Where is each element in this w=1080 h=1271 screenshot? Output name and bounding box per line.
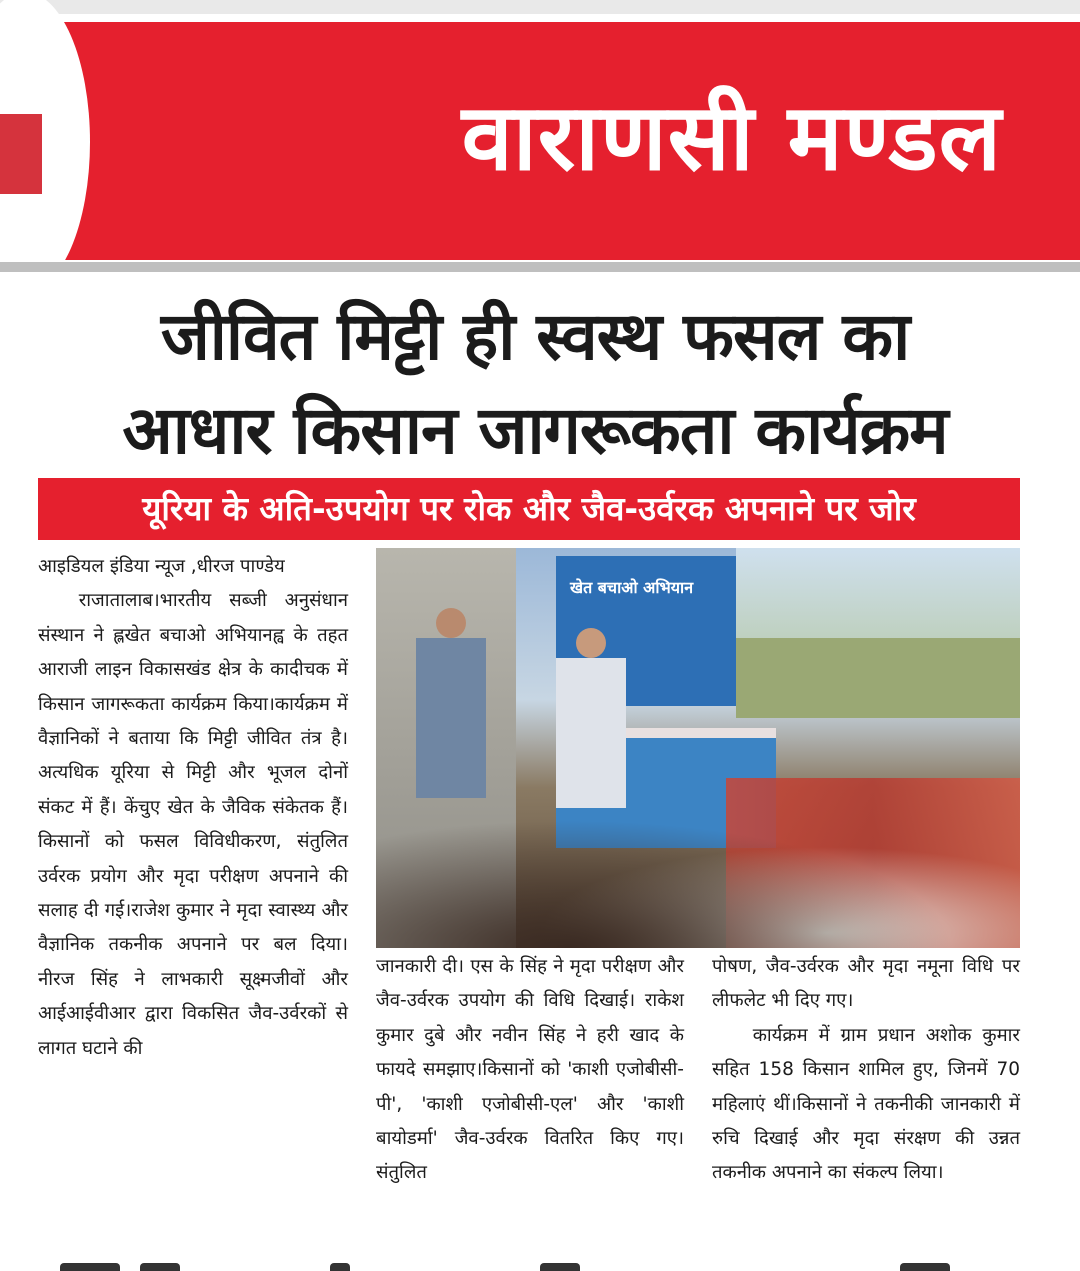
section-title: वाराणसी मण्डल (461, 84, 1002, 191)
article-column-1 (38, 550, 348, 1066)
subheadline: यूरिया के अति-उपयोग पर रोक और जैव-उर्वरक अपनाने पर जोर (38, 478, 1020, 540)
top-border (0, 0, 1080, 14)
banner-tab (0, 114, 42, 194)
article-column-3 (712, 950, 1020, 1191)
column-3-text-2: कार्यक्रम में ग्राम प्रधान अशोक कुमार सहित 158 किसान शामिल हुए, जिनमें 70 महिलाएं थीं।किसानों ने तकनीकी जानकारी में रुचि दिखाई और मृदा संरक्षण की उन्नत तकनीक अपनाने का संकल्प लिया। (712, 1024, 1020, 1184)
column-1-text: राजातालाब।भारतीय सब्जी अनुसंधान संस्थान ने ह्लखेत बचाओ अभियानह्व के तहत आराजी लाइन विकासखंड क्षेत्र के कादीचक में किसान जागरूकता कार्यक्रम किया।कार्यक्रम में वैज्ञानिकों ने बताया कि मिट्टी जीवित तंत्र है। अत्यधिक यूरिया से मिट्टी और भूजल दोनों संकट में हैं। केंचुए खेत के जैविक संकेतक हैं। किसानों को फसल विविधीकरण, संतुलित उर्वरक प्रयोग और मृदा परीक्षण अपनाने की सलाह दी गई।राजेश कुमार ने मृदा स्वास्थ्य और वैज्ञानिक तकनीक अपनाने पर बल दिया। नीरज सिंह ने लाभकारी सूक्ष्मजीवों और आईआईवीआर द्वारा विकसित जैव-उर्वरकों से लागत घटाने की (38, 590, 348, 1059)
photo-crowd (376, 798, 1020, 948)
column-3-text-1: पोषण, जैव-उर्वरक और मृदा नमूना विधि पर लीफलेट भी दिए गए। (712, 956, 1020, 1012)
byline: आइडियल इंडिया न्यूज ,धीरज पाण्डेय (38, 556, 285, 577)
divider (0, 262, 1080, 272)
headline (30, 290, 1040, 478)
article-column-2 (376, 950, 684, 1191)
event-photo (376, 548, 1020, 948)
page-bottom-fragment (0, 1255, 1080, 1271)
photo-banner-text: खेत बचाओ अभियान (570, 578, 694, 597)
column-2-text: जानकारी दी। एस के सिंह ने मृदा परीक्षण और जैव-उर्वरक उपयोग की विधि दिखाई। राकेश कुमार दुबे और नवीन सिंह ने हरी खाद के फायदे समझाए।किसानों को 'काशी एजोबीसी-पी', 'काशी एजोबीसी-एल' और 'काशी बायोडर्मा' जैव-उर्वरक वितरित किए गए। संतुलित (376, 956, 684, 1184)
headline-line-2: आधार किसान जागरूकता कार्यक्रम (122, 392, 948, 469)
headline-line-1: जीवित मिट्टी ही स्वस्थ फसल का (160, 298, 910, 375)
section-banner (0, 22, 1080, 260)
